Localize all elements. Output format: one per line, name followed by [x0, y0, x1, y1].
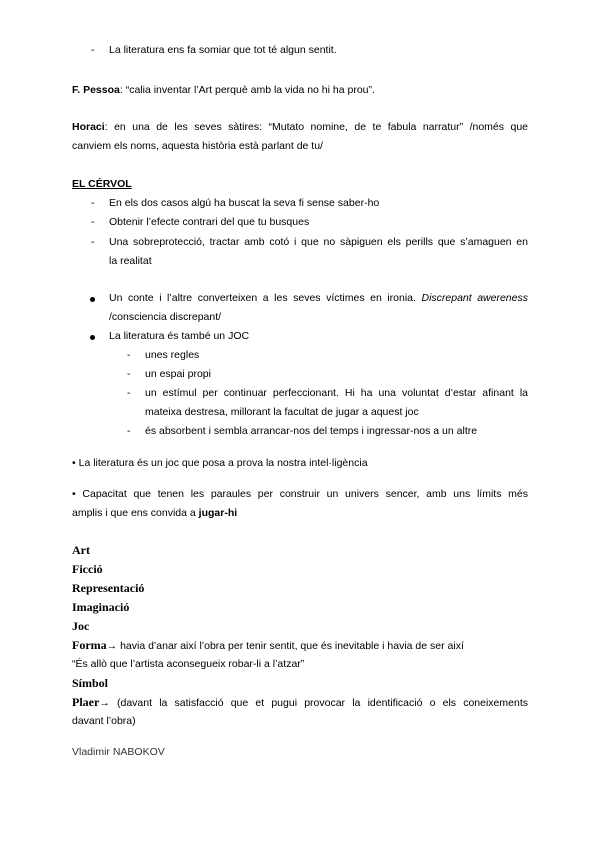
joc-sub-item-continuation: mateixa destresa, millorant la facultat de jugar a aquest joc — [145, 406, 419, 418]
jugar-hi-term: jugar-hi — [198, 507, 238, 519]
term-simbol: Símbol — [72, 676, 109, 690]
arrow-icon: → — [106, 640, 118, 652]
dash-marker: - — [127, 425, 131, 437]
horaci-name: Horaci — [72, 121, 105, 133]
dash-marker: - — [91, 44, 95, 56]
capacitat-line-1: • Capacitat que tenen les paraules per construir un univers sencer, amb uns límits més — [72, 488, 528, 500]
bullet-item-ironia: Un conte i l’altre converteixen a les seves víctimes en ironia. Discrepant awereness — [109, 292, 528, 304]
joc-paragraph: • La literatura és un joc que posa a prova la nostra intel·ligència — [72, 457, 368, 469]
joc-sub-item: un estímul per continuar perfeccionant. Hi ha una voluntat d’estar afinant la — [145, 387, 528, 399]
capacitat-line-2: amplis i que ens convida a jugar-hi — [72, 507, 238, 519]
plaer-line-2: davant l’obra) — [72, 715, 136, 727]
dash-marker: - — [127, 349, 131, 361]
joc-sub-item: unes regles — [145, 349, 200, 361]
joc-sub-item: és absorbent i sembla arrancar-nos del temps i ingressar-nos a un altre — [145, 425, 478, 437]
dash-marker: - — [127, 368, 131, 380]
pessoa-name: F. Pessoa — [72, 84, 120, 96]
horaci-line-2: canviem els noms, aquesta història està parlant de tu/ — [72, 140, 323, 152]
term-imaginacio: Imaginació — [72, 600, 130, 614]
horaci-line-1: Horaci: en una de les seves sàtires: “Mutato nomine, de te fabula narratur” /només que — [72, 121, 528, 133]
dash-marker: - — [91, 216, 95, 228]
term-forma: Forma — [72, 638, 107, 652]
joc-sub-item: un espai propi — [145, 368, 211, 380]
pessoa-quote: : “calia inventar l’Art perquè amb la vida no hi ha prou”. — [119, 84, 375, 96]
author-name: Vladimir NABOKOV — [72, 746, 165, 758]
dash-marker: - — [91, 236, 95, 248]
term-joc: Joc — [72, 619, 90, 633]
bullet-item-ironia-cont: /consciencia discrepant/ — [109, 311, 222, 323]
pessoa-paragraph — [72, 84, 528, 97]
term-art: Art — [72, 543, 90, 557]
bullet-dot — [90, 335, 95, 340]
cervol-item: En els dos casos algú ha buscat la seva fi sense saber-ho — [109, 197, 380, 209]
cervol-item-continuation: la realitat — [109, 255, 152, 267]
forma-line: Forma→ havia d’anar així l’obra per tenir sentit, que és inevitable i havia de ser així — [72, 638, 464, 652]
forma-quote: “És allò que l’artista aconsegueix robar-li a l’atzar” — [72, 658, 305, 670]
term-ficcio: Ficció — [72, 562, 103, 576]
cervol-heading: EL CÉRVOL — [72, 178, 132, 190]
discrepant-term: Discrepant awereness — [421, 292, 528, 304]
intro-item: La literatura ens fa somiar que tot té algun sentit. — [109, 44, 337, 56]
bullet-dot — [90, 297, 95, 302]
plaer-line: Plaer→ (davant la satisfacció que et pugui provocar la identificació o els coneixements — [72, 695, 528, 709]
arrow-icon: → — [99, 697, 110, 709]
dash-marker: - — [127, 387, 131, 399]
cervol-item: Una sobreprotecció, tractar amb cotó i que no sàpiguen els perills que s’amaguen en — [109, 236, 528, 248]
term-representacio: Representació — [72, 581, 145, 595]
bullet-item-joc: La literatura és també un JOC — [109, 330, 250, 342]
term-plaer: Plaer — [72, 695, 100, 709]
cervol-item: Obtenir l’efecte contrari del que tu busques — [109, 216, 310, 228]
dash-marker: - — [91, 197, 95, 209]
